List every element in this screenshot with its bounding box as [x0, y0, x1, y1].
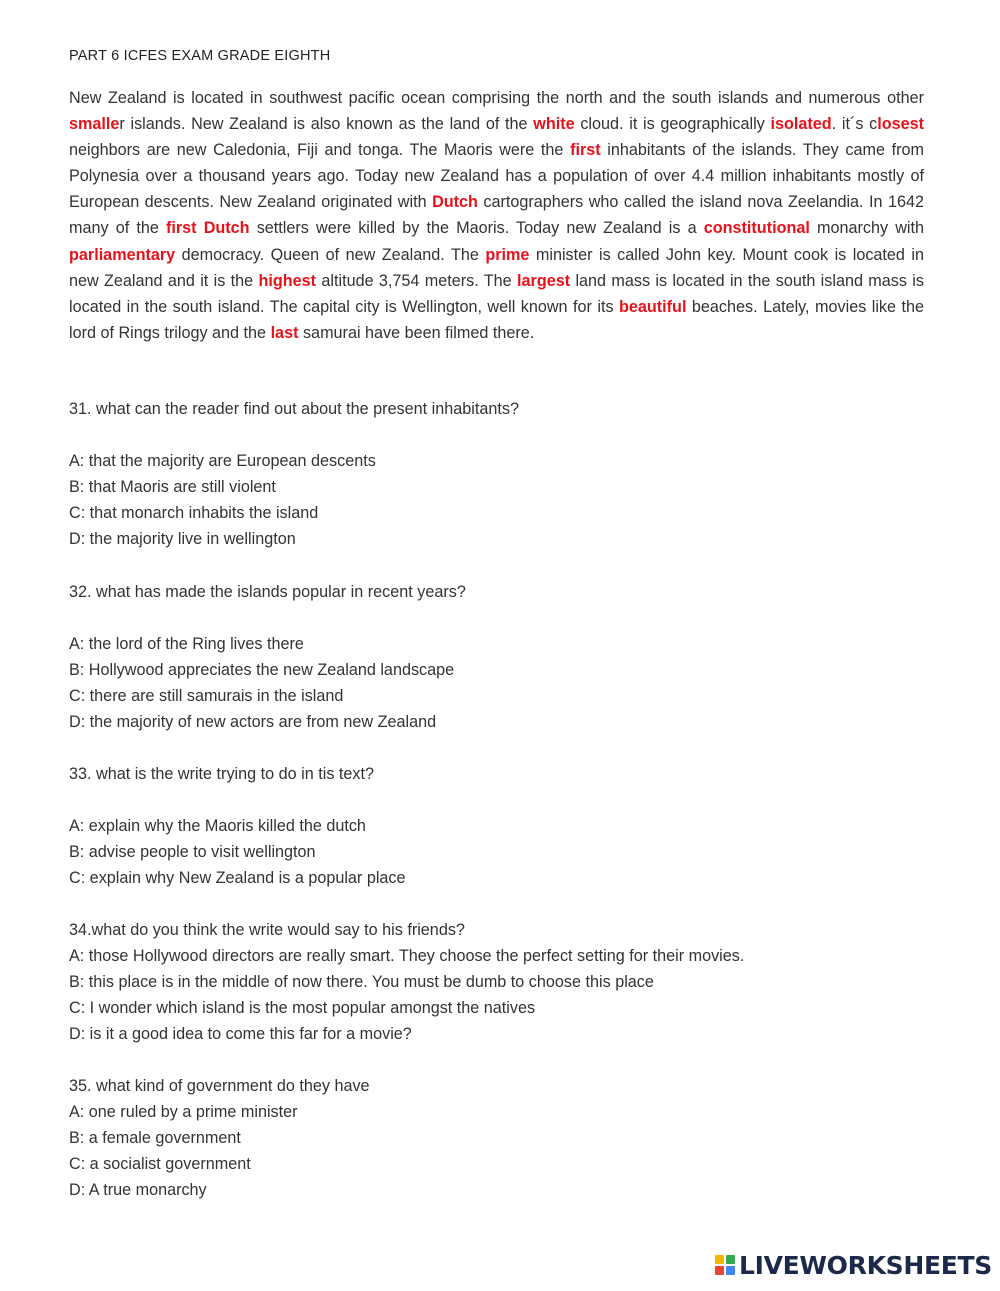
passage-text: New Zealand is located in southwest pacific ocean comprising the north and the south islands and numerous other: [69, 89, 924, 107]
question-31: [69, 396, 939, 552]
logo-square: [726, 1255, 735, 1264]
answer-option: C: that monarch inhabits the island: [69, 504, 319, 522]
passage-text: altitude 3,754 meters. The: [316, 271, 518, 290]
answer-option: B: a female government: [69, 1129, 241, 1147]
highlight-word: isolated: [770, 115, 832, 134]
highlight-word: Dutch: [432, 193, 478, 212]
question-text: 34.what do you think the write would say to his friends?: [69, 921, 465, 939]
highlight-word: beautiful: [619, 297, 687, 316]
logo-square: [715, 1255, 724, 1264]
answer-option: C: there are still samurais in the island: [69, 687, 344, 705]
answer-option: C: I wonder which island is the most popular amongst the natives: [69, 999, 536, 1017]
answer-option: A: those Hollywood directors are really smart. They choose the perfect setting for their movies.: [69, 947, 745, 965]
question-text: 32. what has made the islands popular in recent years?: [69, 583, 466, 601]
highlight-word: prime: [485, 245, 530, 264]
highlight-word: largest: [517, 271, 571, 290]
passage-text: r islands. New Zealand is also known as the land of the: [119, 115, 534, 134]
reading-passage: [69, 85, 924, 346]
answer-option: A: the lord of the Ring lives there: [69, 635, 304, 653]
answer-option: D: the majority live in wellington: [69, 530, 296, 548]
answer-option: C: a socialist government: [69, 1155, 251, 1173]
passage-text: monarchy with: [809, 219, 924, 238]
passage-text: . it´s c: [831, 115, 878, 134]
answer-option: D: A true monarchy: [69, 1181, 207, 1199]
question-text: 33. what is the write trying to do in tis text?: [69, 765, 375, 783]
highlight-word: last: [270, 323, 299, 342]
highlight-word: highest: [258, 271, 317, 290]
passage-text: beaches. Lately, movies like the lord of Rings trilogy and the: [69, 297, 924, 342]
passage-text: cartographers who called the island nova Zeelandia. In 1642 many of the: [69, 193, 924, 238]
passage-text: inhabitants of the islands. They came from Polynesia over a thousand years ago. Today new Zealand has a population of over 4.4 million inhabitants mostly of European descents. New Zealand originated with: [69, 141, 924, 212]
page-title: PART 6 ICFES EXAM GRADE EIGHTH: [69, 48, 331, 64]
answer-option: B: Hollywood appreciates the new Zealand landscape: [69, 661, 455, 679]
liveworksheets-logo: [715, 1249, 992, 1281]
passage-text: minister is called John key. Mount cook is located in new Zealand and it is the: [69, 245, 924, 290]
question-33: [69, 761, 939, 891]
answer-option: B: this place is in the middle of now there. You must be dumb to choose this place: [69, 973, 654, 991]
logo-squares-icon: [715, 1255, 735, 1275]
highlight-word: first Dutch: [165, 219, 250, 238]
answer-option: B: advise people to visit wellington: [69, 843, 316, 861]
logo-text: LIVEWORKSHEETS: [738, 1250, 992, 1280]
answer-option: A: that the majority are European descents: [69, 452, 376, 470]
answer-option: D: the majority of new actors are from new Zealand: [69, 713, 437, 731]
answer-option: C: explain why New Zealand is a popular place: [69, 869, 406, 887]
highlight-word: parliamentary: [69, 245, 176, 264]
question-text: 31. what can the reader find out about the present inhabitants?: [69, 400, 519, 418]
question-32: [69, 579, 939, 735]
passage-text: democracy. Queen of new Zealand. The: [175, 245, 486, 264]
question-35: [69, 1073, 939, 1203]
question-text: 35. what kind of government do they have: [69, 1077, 370, 1095]
answer-option: D: is it a good idea to come this far for a movie?: [69, 1025, 412, 1043]
highlight-word: first: [570, 141, 601, 160]
highlight-word: losest: [877, 115, 925, 134]
highlight-word: smalle: [69, 115, 120, 134]
answer-option: A: explain why the Maoris killed the dutch: [69, 817, 366, 835]
answer-option: B: that Maoris are still violent: [69, 478, 276, 496]
question-34: [69, 917, 939, 1047]
highlight-word: white: [533, 115, 575, 134]
answer-option: A: one ruled by a prime minister: [69, 1103, 298, 1121]
highlight-word: constitutional: [703, 219, 810, 238]
logo-square: [726, 1266, 735, 1275]
logo-square: [715, 1266, 724, 1275]
passage-text: land mass is located in the south island mass is located in the south island. The capital city is Wellington, well known for its: [69, 271, 924, 316]
passage-text: neighbors are new Caledonia, Fiji and tonga. The Maoris were the: [69, 141, 571, 160]
passage-text: settlers were killed by the Maoris. Today new Zealand is a: [249, 219, 704, 238]
passage-text: cloud. it is geographically: [574, 115, 771, 134]
passage-text: samurai have been filmed there.: [298, 323, 535, 342]
